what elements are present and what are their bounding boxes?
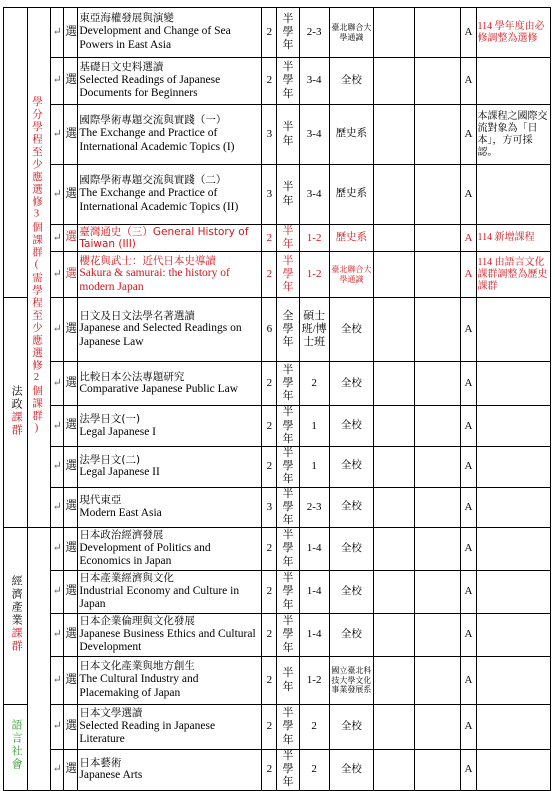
note <box>476 750 551 791</box>
note <box>476 705 551 750</box>
blank-cell <box>415 705 461 750</box>
scope: 歷史系 <box>329 225 373 252</box>
level: A <box>461 362 476 406</box>
blank-cell <box>373 446 414 487</box>
semester: 半學年 <box>277 8 299 58</box>
note <box>476 362 551 406</box>
grade: 1-4 <box>299 571 329 614</box>
blank-cell <box>415 571 461 614</box>
blank-cell <box>373 225 414 252</box>
course-table <box>3 7 551 791</box>
note <box>476 571 551 614</box>
para-mark: ↵ <box>51 362 64 406</box>
blank-cell <box>415 165 461 225</box>
credits: 3 <box>262 105 277 165</box>
scope: 全校 <box>329 487 373 528</box>
blank-cell <box>415 225 461 252</box>
credits: 2 <box>262 406 277 447</box>
grade: 1-4 <box>299 614 329 657</box>
required-type: 選 <box>64 614 78 657</box>
course-name-cell <box>78 657 262 705</box>
course-name-cell <box>78 528 262 571</box>
blank-cell <box>373 105 414 165</box>
credits: 3 <box>262 165 277 225</box>
para-mark: ↵ <box>51 487 64 528</box>
semester: 半學年 <box>277 705 299 750</box>
blank-cell <box>415 8 461 58</box>
level: A <box>461 657 476 705</box>
table-row <box>4 58 551 105</box>
credits: 2 <box>262 657 277 705</box>
required-type: 選 <box>64 105 78 165</box>
course-name-en: Modern East Asia <box>79 506 162 519</box>
level: A <box>461 165 476 225</box>
scope: 歷史系 <box>329 165 373 225</box>
course-name-zh: 國際學術專題交流與實踐（一） <box>79 114 227 127</box>
required-type: 選 <box>64 571 78 614</box>
para-mark: ↵ <box>51 225 64 252</box>
semester: 半學年 <box>277 406 299 447</box>
blank-cell <box>373 571 414 614</box>
para-mark: ↵ <box>51 657 64 705</box>
scope: 全校 <box>329 750 373 791</box>
level: A <box>461 105 476 165</box>
credits: 2 <box>262 58 277 105</box>
level: A <box>461 252 476 298</box>
blank-cell <box>415 614 461 657</box>
note <box>476 298 551 362</box>
course-name-zh: 日本產業經濟與文化 <box>79 571 174 584</box>
course-name-cell <box>78 225 262 252</box>
group-label-lang: 語言社會 <box>10 719 23 772</box>
credits: 2 <box>262 362 277 406</box>
group-label-econ-red: 課群 <box>10 626 23 653</box>
course-name-en: Legal Japanese I <box>79 425 157 438</box>
note <box>476 657 551 705</box>
required-type: 選 <box>64 8 78 58</box>
note <box>476 528 551 571</box>
semester: 半學年 <box>277 487 299 528</box>
table-row <box>4 446 551 487</box>
para-mark: ↵ <box>51 252 64 298</box>
course-name-cell <box>78 362 262 406</box>
semester: 全學年 <box>277 298 299 362</box>
note: 114 新增課程 <box>476 225 551 252</box>
grade: 3-4 <box>299 58 329 105</box>
para-mark: ↵ <box>51 705 64 750</box>
blank-cell <box>373 406 414 447</box>
blank-cell <box>415 657 461 705</box>
blank-cell <box>373 165 414 225</box>
para-mark: ↵ <box>51 8 64 58</box>
grade: 碩士班/博士班 <box>299 298 329 362</box>
course-name-zh: 比較日本公法專題研究 <box>79 370 185 383</box>
required-type: 選 <box>64 225 78 252</box>
blank-cell <box>373 657 414 705</box>
course-name-cell <box>78 614 262 657</box>
blank-cell <box>415 487 461 528</box>
course-name-cell <box>78 252 262 298</box>
table-row <box>4 528 551 571</box>
course-name-en: Development of Politics and Economics in Japan <box>79 541 211 568</box>
blank-cell <box>373 298 414 362</box>
side-blank-cell <box>28 528 51 791</box>
course-name-zh: 法學日文(二) <box>79 453 141 466</box>
level: A <box>461 225 476 252</box>
credits: 2 <box>262 225 277 252</box>
course-name-zh: 櫻花與武士：近代日本史導讀 <box>79 254 216 267</box>
table-row <box>4 225 551 252</box>
course-name-en: Japanese Arts <box>79 769 143 782</box>
course-name-zh: 法學日文(一) <box>79 412 141 425</box>
course-name-cell <box>78 750 262 791</box>
required-type: 選 <box>64 446 78 487</box>
note: 114 由語言文化課群調整為歷史課群 <box>476 252 551 298</box>
scope: 國立臺北科技大學文化事業發展系 <box>329 657 373 705</box>
scope: 全校 <box>329 528 373 571</box>
course-name-zh: 日文及日文法學名著選讀 <box>79 309 195 322</box>
note <box>476 446 551 487</box>
grade: 1-2 <box>299 252 329 298</box>
grade: 3-4 <box>299 165 329 225</box>
group-cell-law <box>4 298 28 528</box>
required-type: 選 <box>64 657 78 705</box>
grade: 1-4 <box>299 528 329 571</box>
blank-cell <box>373 705 414 750</box>
credits: 6 <box>262 298 277 362</box>
grade: 3-4 <box>299 105 329 165</box>
course-rows <box>4 8 551 791</box>
para-mark: ↵ <box>51 571 64 614</box>
table-row <box>4 105 551 165</box>
level: A <box>461 406 476 447</box>
credits: 2 <box>262 571 277 614</box>
blank-cell <box>373 528 414 571</box>
course-name-cell <box>78 165 262 225</box>
grade: 2-3 <box>299 8 329 58</box>
course-name-en: General History of Taiwan (III) <box>79 225 249 251</box>
blank-cell <box>415 362 461 406</box>
credits: 3 <box>262 487 277 528</box>
semester: 半學年 <box>277 614 299 657</box>
course-name-zh: 日本政治經濟發展 <box>79 528 164 541</box>
scope: 全校 <box>329 298 373 362</box>
required-type: 選 <box>64 528 78 571</box>
table-row <box>4 362 551 406</box>
level: A <box>461 705 476 750</box>
grade: 1-2 <box>299 225 329 252</box>
grade: 1 <box>299 446 329 487</box>
scope: 全校 <box>329 446 373 487</box>
semester: 半學年 <box>277 750 299 791</box>
course-name-cell <box>78 571 262 614</box>
para-mark: ↵ <box>51 750 64 791</box>
blank-cell <box>373 750 414 791</box>
course-name-zh: 國際學術專題交流與實踐（二） <box>79 174 227 187</box>
grade: 1-2 <box>299 657 329 705</box>
credits: 2 <box>262 446 277 487</box>
table-row <box>4 252 551 298</box>
para-mark: ↵ <box>51 298 64 362</box>
level: A <box>461 487 476 528</box>
grade: 2-3 <box>299 487 329 528</box>
group-label-law: 法政課群 <box>10 384 23 437</box>
scope: 全校 <box>329 571 373 614</box>
blank-cell <box>415 252 461 298</box>
table-row <box>4 705 551 750</box>
grade: 2 <box>299 750 329 791</box>
course-name-zh: 東亞海權發展與演變 <box>79 12 174 25</box>
para-mark: ↵ <box>51 446 64 487</box>
required-type: 選 <box>64 298 78 362</box>
course-name-en: Industrial Economy and Culture in Japan <box>79 584 240 611</box>
course-name-en: The Exchange and Practice of International Academic Topics (I) <box>79 127 235 153</box>
table-row <box>4 614 551 657</box>
blank-cell <box>373 362 414 406</box>
blank-cell <box>415 446 461 487</box>
credits: 2 <box>262 705 277 750</box>
blank-cell <box>373 614 414 657</box>
group-cell-lang <box>4 705 28 791</box>
level: A <box>461 528 476 571</box>
scope: 全校 <box>329 406 373 447</box>
note: 本課程之國際交流對象為「日本」，方可採認。 <box>476 105 551 165</box>
semester: 半學年 <box>277 571 299 614</box>
scope: 全校 <box>329 362 373 406</box>
para-mark: ↵ <box>51 165 64 225</box>
course-name-en: Selected Reading in Japanese Literature <box>79 719 216 746</box>
scope: 全校 <box>329 614 373 657</box>
para-mark: ↵ <box>51 614 64 657</box>
side-note: 學分學程至少應選修3個課群(需學程至少應選修2個課群) <box>30 95 42 436</box>
grade: 2 <box>299 362 329 406</box>
semester: 半年 <box>277 165 299 225</box>
course-name-cell <box>78 298 262 362</box>
blank-cell <box>415 528 461 571</box>
course-name-zh: 基礎日文史料選讀 <box>79 60 164 73</box>
course-name-cell <box>78 406 262 447</box>
blank-cell <box>415 750 461 791</box>
course-name-zh: 日本藝術 <box>79 756 122 769</box>
level: A <box>461 614 476 657</box>
credits: 2 <box>262 614 277 657</box>
blank-cell <box>373 8 414 58</box>
note: 114 學年度由必修調整為選修 <box>476 8 551 58</box>
group-cell-history <box>4 8 28 298</box>
required-type: 選 <box>64 406 78 447</box>
credits: 2 <box>262 528 277 571</box>
required-type: 選 <box>64 750 78 791</box>
required-type: 選 <box>64 705 78 750</box>
blank-cell <box>415 58 461 105</box>
semester: 半學年 <box>277 252 299 298</box>
side-note-cell <box>28 8 51 528</box>
course-name-en: Legal Japanese II <box>79 466 160 479</box>
scope: 臺北聯合大學通識 <box>329 8 373 58</box>
table-row <box>4 571 551 614</box>
grade: 2 <box>299 705 329 750</box>
course-name-zh: 臺灣通史（三）General History of Taiwan (III) <box>79 225 249 251</box>
blank-cell <box>415 298 461 362</box>
blank-cell <box>373 252 414 298</box>
para-mark: ↵ <box>51 105 64 165</box>
para-mark: ↵ <box>51 528 64 571</box>
note <box>476 406 551 447</box>
required-type: 選 <box>64 362 78 406</box>
scope: 全校 <box>329 705 373 750</box>
table-row <box>4 657 551 705</box>
credits: 2 <box>262 750 277 791</box>
group-cell-econ <box>4 528 28 705</box>
course-name-en: Sakura & samurai: the history of modern Japan <box>79 267 230 294</box>
note <box>476 487 551 528</box>
table-row <box>4 298 551 362</box>
required-type: 選 <box>64 165 78 225</box>
course-name-cell <box>78 8 262 58</box>
table-row <box>4 750 551 791</box>
para-mark: ↵ <box>51 58 64 105</box>
scope: 全校 <box>329 58 373 105</box>
course-name-en: The Cultural Industry and Placemaking of Japan <box>79 673 199 699</box>
course-name-en: The Exchange and Practice of International Academic Topics (II) <box>79 187 239 213</box>
credits: 2 <box>262 252 277 298</box>
course-name-en: Japanese Business Ethics and Cultural Development <box>79 627 256 654</box>
course-name-zh: 現代東亞 <box>79 494 122 507</box>
level: A <box>461 58 476 105</box>
course-name-zh: 日本文學選讀 <box>79 706 143 719</box>
level: A <box>461 8 476 58</box>
table-row <box>4 406 551 447</box>
course-name-cell <box>78 705 262 750</box>
required-type: 選 <box>64 252 78 298</box>
course-name-en: Japanese and Selected Readings on Japanese Law <box>79 322 242 349</box>
course-name-en: Development and Change of Sea Powers in East Asia <box>79 25 231 51</box>
note <box>476 614 551 657</box>
para-mark: ↵ <box>51 406 64 447</box>
semester: 半學年 <box>277 362 299 406</box>
level: A <box>461 750 476 791</box>
group-label-econ: 經濟產業課群 <box>10 574 23 653</box>
blank-cell <box>415 406 461 447</box>
course-name-cell <box>78 487 262 528</box>
scope: 歷史系 <box>329 105 373 165</box>
table-row <box>4 8 551 58</box>
course-name-cell <box>78 105 262 165</box>
scope: 臺北聯合大學通識 <box>329 252 373 298</box>
blank-cell <box>415 105 461 165</box>
course-name-cell <box>78 446 262 487</box>
semester: 半學年 <box>277 446 299 487</box>
course-name-zh: 日本文化產業與地方創生 <box>79 660 195 673</box>
course-name-cell <box>78 58 262 105</box>
course-name-zh: 日本企業倫理與文化發展 <box>79 614 195 627</box>
level: A <box>461 571 476 614</box>
table-row <box>4 165 551 225</box>
note <box>476 58 551 105</box>
semester: 半年 <box>277 105 299 165</box>
course-name-en: Selected Readings of Japanese Documents for Beginners <box>79 73 221 100</box>
level: A <box>461 298 476 362</box>
blank-cell <box>373 487 414 528</box>
table-row <box>4 487 551 528</box>
semester: 半學年 <box>277 58 299 105</box>
level: A <box>461 446 476 487</box>
semester: 半年 <box>277 225 299 252</box>
course-name-en: Comparative Japanese Public Law <box>79 383 239 396</box>
required-type: 選 <box>64 58 78 105</box>
group-label-law-red: 課群 <box>10 410 23 437</box>
blank-cell <box>373 58 414 105</box>
note <box>476 165 551 225</box>
credits: 2 <box>262 8 277 58</box>
semester: 半年 <box>277 657 299 705</box>
required-type: 選 <box>64 487 78 528</box>
semester: 半學年 <box>277 528 299 571</box>
grade: 1 <box>299 406 329 447</box>
